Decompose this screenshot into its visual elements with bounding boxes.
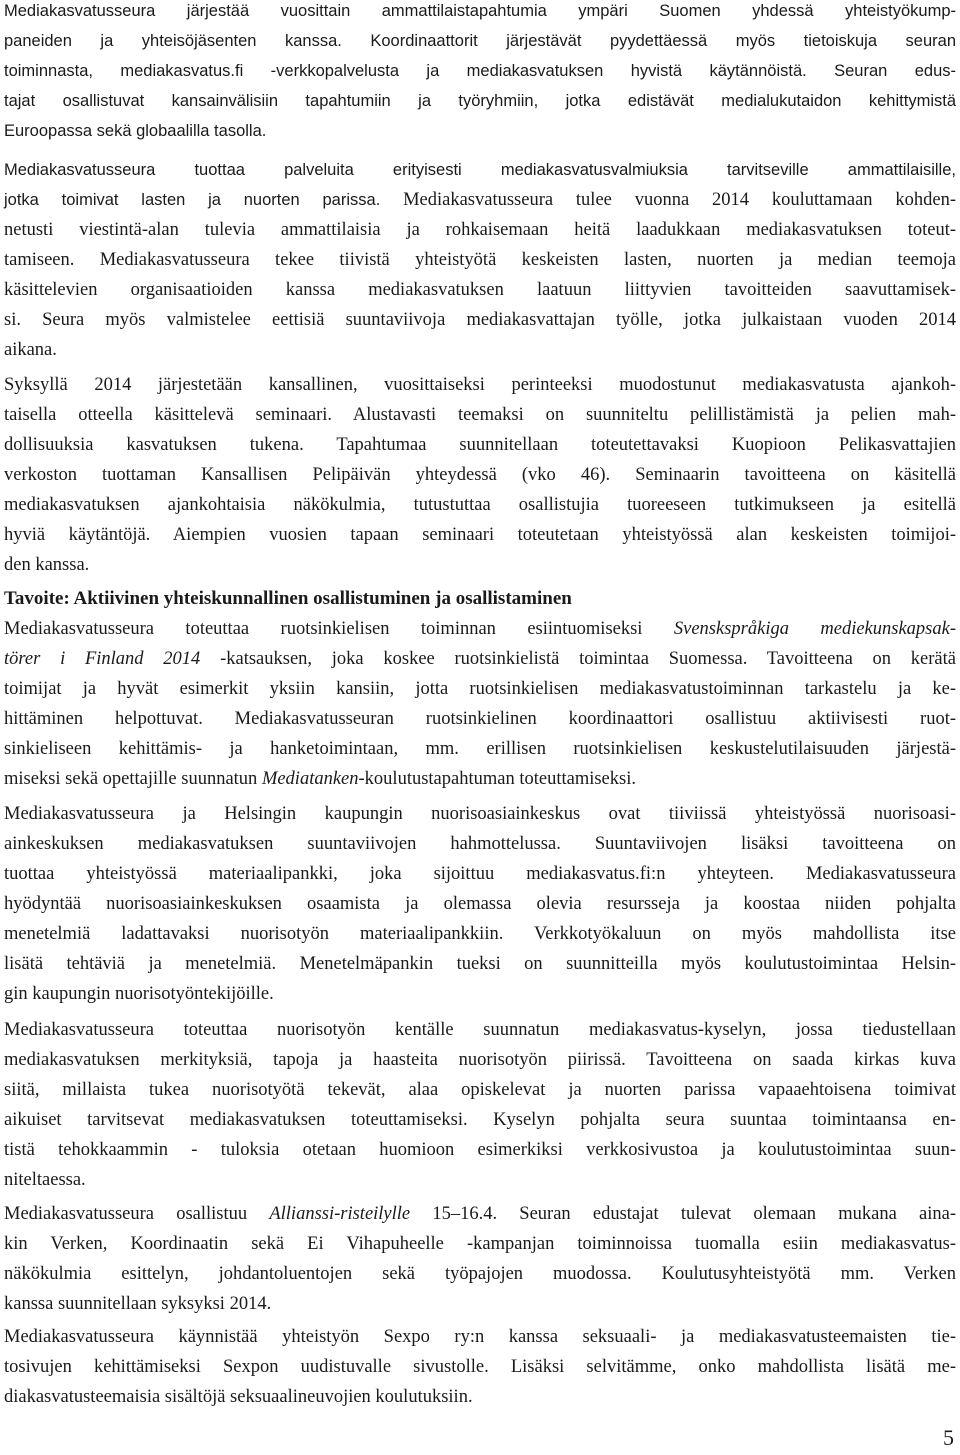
text-line xyxy=(4,1289,956,1319)
text-line xyxy=(4,520,956,550)
text-line xyxy=(4,26,956,56)
text-run: Allianssi-risteilylle xyxy=(269,1204,411,1224)
text-run: paneiden ja yhteisöjäsenten kanssa. Koordinaattorit järjestävät pyydettäessä myös tietoiskuja seuran xyxy=(4,32,956,50)
text-run: tosivujen kehittämiseksi Sexpon uudistuvalle sivustolle. Lisäksi selvitämme, onko mahdollista lisätä me- xyxy=(4,1357,956,1377)
text-line xyxy=(4,764,956,794)
text-run: mediakasvatuksen merkityksiä, tapoja ja haasteita nuorisotyön piirissä. Tavoitteena on saada kirkas kuva xyxy=(4,1050,956,1070)
text-run: menetelmiä ladattavaksi nuorisotyön materiaalipankkiin. Verkkotyökaluun on myös mahdollista itse xyxy=(4,924,956,944)
text-run: dollisuuksia kasvatuksen tukena. Tapahtumaa suunnitellaan toteutettavaksi Kuopioon Pelikasvattajien xyxy=(4,435,956,455)
text-run: aikuiset tarvitsevat mediakasvatuksen toteuttamiseksi. Kyselyn pohjalta seura suuntaa toimintaansa en- xyxy=(4,1110,956,1130)
text-line xyxy=(4,1199,956,1229)
text-run: kanssa suunnitellaan syksyksi 2014. xyxy=(4,1294,272,1314)
text-line xyxy=(4,674,956,704)
text-line xyxy=(4,400,956,430)
text-run: toimijat ja hyvät esimerkit yksiin kansiin, jotta ruotsinkielisen mediakasvatustoiminnan tarkastelu ja ke- xyxy=(4,679,956,699)
paragraph-helsingin-yhteistyo xyxy=(4,799,956,1009)
text-line xyxy=(4,56,956,86)
text-run: lisätä tehtäviä ja menetelmiä. Menetelmäpankin tueksi on suunnitteilla myös koulutustoimintaa Helsin- xyxy=(4,954,956,974)
text-run: 15–16.4. Seuran edustajat tulevat olemaan mukana aina- xyxy=(410,1204,956,1224)
text-line xyxy=(4,734,956,764)
text-line xyxy=(4,1382,956,1412)
text-run: näkökulmia esittelyn, johdantoluentojen sekä työpajojen muodossa. Koulutusyhteistyötä mm. Verken xyxy=(4,1264,956,1284)
text-run: si. Seura myös valmistelee eettisiä suuntaviivoja mediakasvattajan työlle, jotka julkaistaan vuoden 2014 xyxy=(4,310,956,330)
text-run: hittäminen helpottuvat. Mediakasvatusseuran ruotsinkielinen koordinaattori osallistuu aktiivisesti ruot- xyxy=(4,709,956,729)
text-line xyxy=(4,1352,956,1382)
text-line xyxy=(4,86,956,116)
text-line xyxy=(4,275,956,305)
text-line xyxy=(4,305,956,335)
text-line xyxy=(4,949,956,979)
text-run: tuottaa yhteistyössä materiaalipankki, joka sijoittuu mediakasvatus.fi:n yhteyteen. Mediakasvatusseura xyxy=(4,864,956,884)
text-run: -koulutustapahtuman toteuttamiseksi. xyxy=(358,769,636,789)
text-run: den kanssa. xyxy=(4,555,90,575)
text-run: Mediatanken xyxy=(261,769,359,789)
text-line xyxy=(4,859,956,889)
text-line xyxy=(4,245,956,275)
text-run: Mediakasvatusseura järjestää vuosittain ammattilaistapahtumia ympäri Suomen yhdessä yhteistyökump- xyxy=(4,2,956,20)
text-line xyxy=(4,550,956,580)
text-run: aikana. xyxy=(4,340,57,360)
text-line xyxy=(4,1045,956,1075)
text-line xyxy=(4,1259,956,1289)
text-run: Syksyllä 2014 järjestetään kansallinen, vuosittaiseksi perinteeksi muodostunut mediakasvatusta ajankoh- xyxy=(4,375,956,395)
text-run: tajat osallistuvat kansainvälisiin tapahtumiin ja työryhmiin, jotka edistävät medialukutaidon kehittymistä xyxy=(4,92,956,110)
text-run: Mediakasvatusseura toteuttaa nuorisotyön kentälle suunnatun mediakasvatus-kyselyn, jossa tiedustellaan xyxy=(4,1020,956,1040)
text-run: Mediakasvatusseura tulee vuonna 2014 kouluttamaan kohden- xyxy=(403,190,956,210)
text-run: hyödyntää nuorisoasiainkeskuksen osaamista ja olemassa olevia resursseja ja koostaa niiden pohjalta xyxy=(4,894,956,914)
text-run: käsittelevien organisaatioiden kanssa mediakasvatuksen laatuun liittyvien tavoitteiden saavuttamisek- xyxy=(4,280,956,300)
text-line xyxy=(4,335,956,365)
text-run: Mediakasvatusseura osallistuu xyxy=(4,1204,270,1224)
text-run: Mediakasvatusseura käynnistää yhteistyön Sexpo ry:n kanssa seksuaali- ja mediakasvatusteemaisten tie- xyxy=(4,1327,956,1347)
text-line xyxy=(4,799,956,829)
text-line xyxy=(4,185,956,215)
page-number: 5 xyxy=(943,1425,954,1450)
text-line xyxy=(4,704,956,734)
text-line xyxy=(4,919,956,949)
paragraph-kysely xyxy=(4,1015,956,1195)
text-line xyxy=(4,1322,956,1352)
text-run: niteltaessa. xyxy=(4,1170,86,1190)
text-run: törer i Finland 2014 xyxy=(4,649,201,669)
text-run: Euroopassa sekä globaalilla tasolla. xyxy=(4,122,267,140)
text-run: -katsauksen, joka koskee ruotsinkielistä toimintaa Suomessa. Tavoitteena on kerätä xyxy=(200,649,956,669)
text-run: taisella otteella käsittelevä seminaari. Alustavasti teemaksi on suunniteltu pelillistämistä ja pelien mah- xyxy=(4,405,956,425)
text-line xyxy=(4,1075,956,1105)
text-run: miseksi sekä opettajille suunnatun xyxy=(4,769,262,789)
text-line xyxy=(4,215,956,245)
text-line xyxy=(4,370,956,400)
section-heading: Tavoite: Aktiivinen yhteiskunnallinen osallistuminen ja osallistaminen xyxy=(4,588,572,609)
text-line xyxy=(4,614,956,644)
text-run: toiminnasta, mediakasvatus.fi -verkkopalvelusta ja mediakasvatuksen hyvistä käytännöistä. Seuran edus- xyxy=(4,62,956,80)
text-line xyxy=(4,1135,956,1165)
text-line xyxy=(4,0,956,26)
text-run: Svenskspråkiga mediekunskapsak- xyxy=(673,619,956,639)
text-line xyxy=(4,1229,956,1259)
text-run: Mediakasvatusseura tuottaa palveluita erityisesti mediakasvatusvalmiuksia tarvitseville ammattilaisille, xyxy=(4,161,956,179)
text-run: tistä tehokkaammin - tuloksia otetaan huomioon esimerkiksi verkkosivustoa ja koulutustoimintaa suun- xyxy=(4,1140,956,1160)
text-run: sinkieliseen kehittämis- ja hanketoimintaan, mm. erillisen ruotsinkielisen keskustelutilaisuuden järjestä- xyxy=(4,739,956,759)
text-line xyxy=(4,1105,956,1135)
text-line xyxy=(4,1015,956,1045)
text-run: siitä, millaista tukea nuorisotyötä tekevät, alaa opiskelevat ja nuorten parissa vapaaehtoisena toimivat xyxy=(4,1080,956,1100)
text-line xyxy=(4,889,956,919)
text-run: ainkeskuksen mediakasvatuksen suuntaviivojen hahmottelussa. Suuntaviivojen lisäksi tavoitteena on xyxy=(4,834,956,854)
text-run: kin Verken, Koordinaatin sekä Ei Vihapuheelle -kampanjan toiminnoissa tuomalla esiin mediakasvatus- xyxy=(4,1234,956,1254)
text-run: hyviä käytäntöjä. Aiempien vuosien tapaan seminaari toteutetaan yhteistyössä alan keskeisten toimijoi- xyxy=(4,525,956,545)
paragraph-palvelut xyxy=(4,155,956,365)
text-run: netusti viestintä-alan tulevia ammattilaisia ja rohkaisemaan heitä laadukkaan mediakasvatuksen toteut- xyxy=(4,220,956,240)
text-line xyxy=(4,829,956,859)
paragraph-seminaari xyxy=(4,370,956,580)
text-line xyxy=(4,490,956,520)
text-run: Mediakasvatusseura ja Helsingin kaupungin nuorisoasiainkeskus ovat tiiviissä yhteistyössä nuorisoasi- xyxy=(4,804,956,824)
text-run: gin kaupungin nuorisotyöntekijöille. xyxy=(4,984,274,1004)
paragraph-allianssi xyxy=(4,1199,956,1319)
paragraph-ammattilaistapahtumat xyxy=(4,0,956,146)
paragraph-sexpo xyxy=(4,1322,956,1412)
text-run: mediakasvatuksen ajankohtaisia näkökulmia, tutustuttaa osallistujia tuoreeseen tutkimukseen ja esitellä xyxy=(4,495,956,515)
text-line xyxy=(4,1165,956,1195)
text-line xyxy=(4,644,956,674)
text-line xyxy=(4,155,956,185)
text-run: diakasvatusteemaisia sisältöjä seksuaalineuvojien koulutuksiin. xyxy=(4,1387,473,1407)
paragraph-ruotsinkielinen-toiminta xyxy=(4,614,956,794)
text-line xyxy=(4,116,956,146)
text-run: tamiseen. Mediakasvatusseura tekee tiivistä yhteistyötä keskeisten lasten, nuorten ja median teemoja xyxy=(4,250,956,270)
text-line xyxy=(4,430,956,460)
text-run: verkoston tuottaman Kansallisen Pelipäivän yhteydessä (vko 46). Seminaarin tavoitteena on käsitellä xyxy=(4,465,956,485)
text-run: jotka toimivat lasten ja nuorten parissa. xyxy=(4,191,404,209)
text-line xyxy=(4,979,956,1009)
text-run: Mediakasvatusseura toteuttaa ruotsinkielisen toiminnan esiintuomiseksi xyxy=(4,619,674,639)
text-line xyxy=(4,460,956,490)
